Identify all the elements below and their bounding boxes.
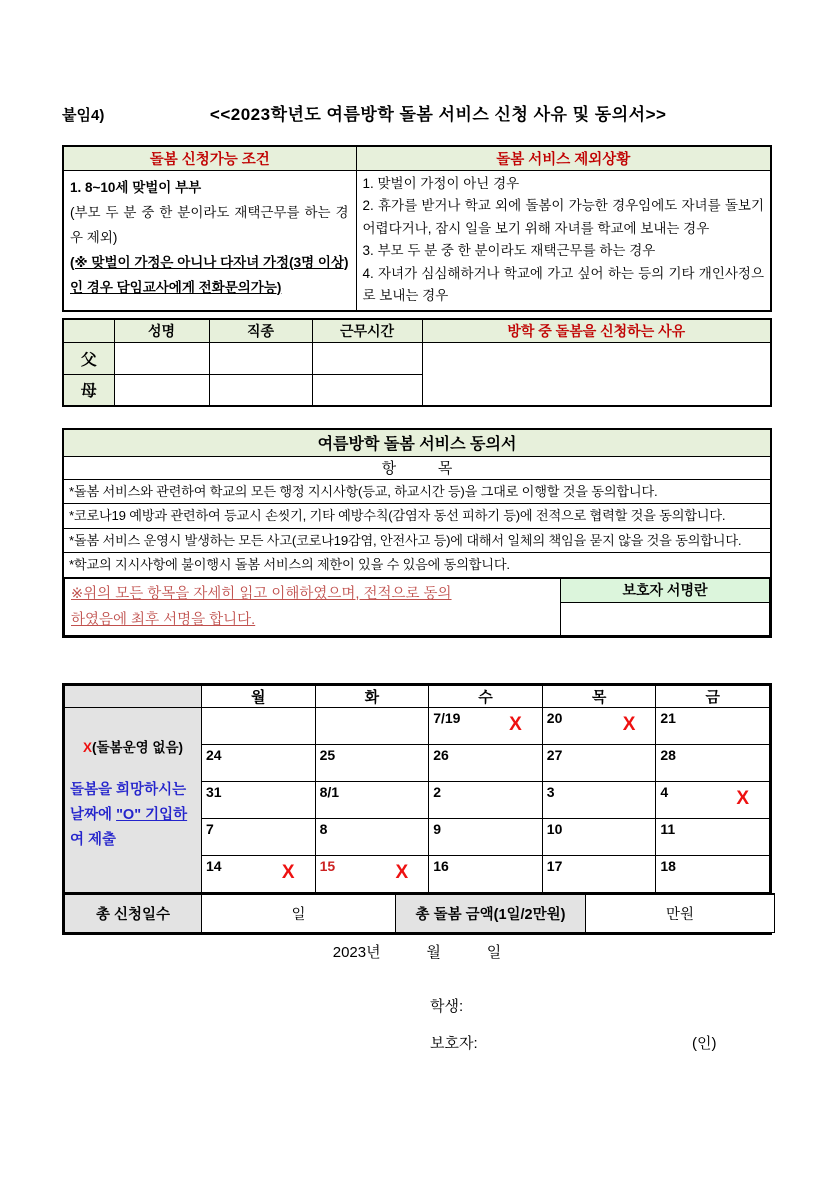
parent-corner-cell — [63, 319, 114, 342]
exclusion-item-4: 4. 자녀가 심심해하거나 학교에 가고 싶어 하는 등의 기타 개인사정으로 보내는 경우 — [362, 265, 764, 303]
day-cell-7-20[interactable] — [542, 708, 656, 745]
exclusion-item-2: 2. 휴가를 받거나 학교 외에 돌봄이 가능한 경우임에도 자녀를 돌보기 어렵다거나, 잠시 일을 보기 위해 자녀를 학교에 보내는 경우 — [362, 198, 764, 236]
row-label-mother: 母 — [63, 374, 114, 406]
father-name-field[interactable] — [114, 342, 209, 374]
father-hours-field[interactable] — [312, 342, 422, 374]
day-cell-7-25[interactable] — [315, 745, 429, 782]
exclusion-item-3: 3. 부모 두 분 중 한 분이라도 재택근무를 하는 경우 — [362, 243, 656, 258]
legend-note-line-3: 여 제출 — [70, 832, 117, 848]
guardian-label: 보호자: — [430, 1035, 478, 1052]
day-cell-8-2[interactable] — [429, 782, 543, 819]
date-label: 14 — [206, 858, 222, 874]
day-cell-8-14[interactable] — [202, 856, 316, 893]
x-mark: X — [509, 714, 522, 735]
x-mark: X — [395, 862, 409, 883]
date-label: 10 — [546, 821, 563, 837]
day-cell-8-10[interactable] — [542, 819, 656, 856]
date-label: 7/19 — [433, 710, 461, 726]
date-label: 17 — [546, 858, 563, 874]
consent-title: 여름방학 돌봄 서비스 동의서 — [63, 429, 771, 456]
exclusion-item-1: 1. 맞벌이 가정이 아닌 경우 — [362, 175, 520, 191]
guardian-signature-header: 보호자 서명란 — [561, 578, 770, 602]
father-job-field[interactable] — [209, 342, 312, 374]
total-days-field[interactable] — [202, 894, 396, 932]
date-label: 11 — [660, 821, 676, 837]
legend-note-circle: "O" 기입하 — [116, 807, 188, 823]
date-label: 16 — [433, 858, 449, 874]
col-header-reason: 방학 중 돌봄을 신청하는 사유 — [422, 319, 771, 342]
col-header-name: 성명 — [114, 319, 209, 342]
date-label: 21 — [660, 710, 676, 726]
total-days-label: 총 신청일수 — [65, 894, 202, 932]
date-label: 27 — [546, 747, 563, 763]
calendar-legend — [65, 708, 202, 893]
attachment-label: 붙임4) — [62, 107, 105, 124]
signature-area — [62, 995, 772, 1065]
day-cell-7-28[interactable] — [656, 745, 770, 782]
condition-line-3: (※ 맞벌이 가정은 아니나 다자녀 가정(3명 이상)인 경우 담임교사에게 전화문의가능) — [70, 254, 349, 295]
legend-note-line-1: 돌봄을 희망하시는 — [70, 782, 187, 798]
date-label: 3 — [546, 784, 555, 800]
exclusions-header: 돌봄 서비스 제외상황 — [356, 146, 771, 170]
conditions-header: 돌봄 신청가능 조건 — [63, 146, 356, 170]
date-label: 2 — [433, 784, 441, 800]
day-cell-8-18[interactable] — [656, 856, 770, 893]
day-cell-8-3[interactable] — [542, 782, 656, 819]
title-row — [62, 100, 772, 125]
date-label: 15 — [319, 858, 336, 874]
consent-subtitle: 항 목 — [63, 456, 771, 479]
student-label: 학생: — [430, 998, 464, 1015]
day-cell-8-16[interactable] — [429, 856, 543, 893]
day-cell-7-21[interactable] — [656, 708, 770, 745]
day-cell-7-31[interactable] — [202, 782, 316, 819]
day-cell-7-19[interactable] — [429, 708, 543, 745]
day-cell-8-1[interactable] — [315, 782, 429, 819]
consent-item-1: *돌봄 서비스와 관련하여 학교의 모든 행정 지시사항(등교, 하교시간 등)을 그대로 이행할 것을 동의합니다. — [63, 479, 771, 504]
date-label: 28 — [660, 747, 676, 763]
date-label: 20 — [546, 710, 563, 726]
condition-line-1: 1. 8~10세 맞벌이 부부 — [70, 179, 202, 195]
seal-label: (인) — [692, 1035, 717, 1052]
row-label-father: 父 — [63, 342, 114, 374]
day-header-thu: 목 — [542, 686, 656, 708]
care-calendar — [62, 683, 772, 935]
calendar-corner-cell — [65, 686, 202, 708]
consent-table — [62, 428, 772, 638]
x-mark: X — [622, 714, 636, 735]
day-cell-8-15[interactable] — [315, 856, 429, 893]
legend-x-label: (돌봄운영 없음) — [92, 740, 183, 755]
day-header-mon: 월 — [202, 686, 316, 708]
day-cell[interactable] — [315, 708, 429, 745]
day-cell-8-17[interactable] — [542, 856, 656, 893]
date-line: 2023년 월 일 — [332, 944, 502, 961]
day-cell-7-26[interactable] — [429, 745, 543, 782]
day-cell[interactable] — [202, 708, 316, 745]
consent-notice — [65, 578, 561, 635]
date-label: 25 — [319, 747, 336, 763]
date-label: 31 — [206, 784, 222, 800]
day-cell-8-4[interactable] — [656, 782, 770, 819]
day-cell-8-7[interactable] — [202, 819, 316, 856]
care-reason-field[interactable] — [422, 342, 771, 406]
col-header-hours: 근무시간 — [312, 319, 422, 342]
date-label: 9 — [433, 821, 441, 837]
date-label: 26 — [433, 747, 449, 763]
day-cell-8-11[interactable] — [656, 819, 770, 856]
guardian-signature-field[interactable] — [561, 602, 770, 635]
date-label: 18 — [660, 858, 676, 874]
x-mark: X — [281, 862, 295, 883]
consent-notice-line-1: ※위의 모든 항목을 자세히 읽고 이해하였으며, 전적으로 동의 — [71, 585, 452, 602]
legend-x-line — [65, 736, 201, 756]
page-title: <<2023학년도 여름방학 돌봄 서비스 신청 사유 및 동의서>> — [209, 105, 667, 124]
date-label: 8 — [319, 821, 328, 837]
day-header-tue: 화 — [315, 686, 429, 708]
date-label: 7 — [206, 821, 214, 837]
days-unit-label: 일 — [291, 906, 306, 923]
total-amount-field[interactable] — [586, 894, 775, 932]
mother-job-field[interactable] — [209, 374, 312, 406]
day-cell-7-27[interactable] — [542, 745, 656, 782]
exclusions-cell — [356, 170, 771, 311]
total-amount-label: 총 돌봄 금액(1일/2만원) — [396, 894, 586, 932]
consent-item-3: *돌봄 서비스 운영시 발생하는 모든 사고(코로나19감염, 안전사고 등)에 대해서 일체의 책임을 묻지 않을 것을 동의합니다. — [63, 528, 771, 553]
date-label: 24 — [206, 747, 222, 763]
day-header-fri: 금 — [656, 686, 770, 708]
consent-notice-line-2: 하였음에 최후 서명을 합니다. — [71, 611, 256, 628]
mother-name-field[interactable] — [114, 374, 209, 406]
condition-line-2: (부모 두 분 중 한 분이라도 재택근무를 하는 경우 제외) — [70, 204, 349, 245]
day-header-wed: 수 — [429, 686, 543, 708]
x-mark: X — [736, 788, 749, 809]
conditions-table — [62, 145, 772, 312]
x-mark-legend: X — [82, 740, 92, 755]
legend-note-line-2: 날짜에 — [70, 807, 117, 823]
legend-note — [65, 778, 201, 853]
day-cell-8-8[interactable] — [315, 819, 429, 856]
conditions-cell — [63, 170, 356, 311]
consent-item-4: *학교의 지시사항에 불이행시 돌봄 서비스의 제한이 있을 수 있음에 동의합니다. — [63, 553, 771, 578]
col-header-job: 직종 — [209, 319, 312, 342]
mother-hours-field[interactable] — [312, 374, 422, 406]
day-cell-7-24[interactable] — [202, 745, 316, 782]
consent-item-2: *코로나19 예방과 관련하여 등교시 손씻기, 기타 예방수칙(감염자 동선 피하기 등)에 전적으로 협력할 것을 동의합니다. — [63, 504, 771, 529]
day-cell-8-9[interactable] — [429, 819, 543, 856]
date-label: 4 — [660, 784, 669, 800]
parents-table — [62, 318, 772, 407]
date-label: 8/1 — [319, 784, 340, 800]
amount-unit-label: 만원 — [665, 906, 694, 923]
